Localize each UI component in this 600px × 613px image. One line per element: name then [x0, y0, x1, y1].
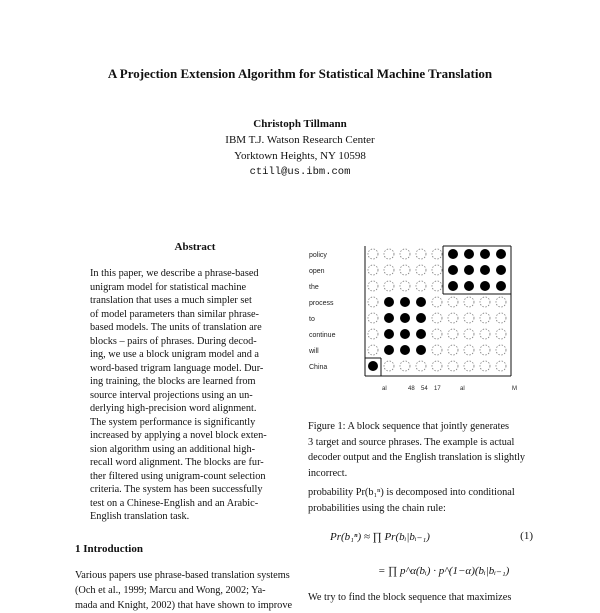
alignment-dot-empty	[496, 345, 506, 355]
alignment-dot-empty	[432, 265, 442, 275]
abstract-line: translation that uses a much simpler set	[90, 295, 252, 306]
equation-1-expr: Pr(b₁ⁿ) ≈ ∏ Pr(bᵢ|bᵢ₋₁)	[330, 531, 430, 543]
alignment-dot-empty	[384, 249, 394, 259]
alignment-dot-filled	[416, 297, 426, 307]
abstract-line: ing training, the blocks are learned from	[90, 376, 256, 387]
alignment-dot-empty	[432, 329, 442, 339]
alignment-dot-filled	[480, 265, 490, 275]
author-affiliation: IBM T.J. Watson Research Center	[225, 134, 375, 146]
equation-1	[308, 530, 533, 543]
row-label: the	[309, 284, 319, 291]
alignment-dot-empty	[416, 361, 426, 371]
abstract-line: In this paper, we describe a phrase-based	[90, 268, 259, 279]
alignment-dot-filled	[480, 249, 490, 259]
alignment-dot-filled	[448, 249, 458, 259]
alignment-dot-filled	[384, 297, 394, 307]
alignment-dot-filled	[384, 345, 394, 355]
author-email: ctill@us.ibm.com	[249, 166, 351, 178]
caption-line: decoder output and the English translation is slightly	[308, 452, 526, 463]
alignment-dot-filled	[416, 313, 426, 323]
intro-line: Various papers use phrase-based translation systems	[75, 570, 290, 581]
alignment-dot-empty	[384, 361, 394, 371]
equation-1-continued	[308, 564, 533, 577]
intro-body	[75, 568, 303, 613]
abstract-line: test on a Chinese-English and an Arabic-	[90, 497, 259, 509]
alignment-dot-empty	[368, 329, 378, 339]
alignment-dot-filled	[496, 249, 506, 259]
alignment-dot-empty	[432, 313, 442, 323]
alignment-dot-filled	[384, 313, 394, 323]
alignment-dot-empty	[448, 361, 458, 371]
alignment-dot-empty	[400, 361, 410, 371]
column-label: 17	[434, 386, 441, 392]
column-label: M	[512, 386, 517, 392]
author-name: Christoph Tillmann	[253, 118, 347, 130]
caption-line: incorrect.	[308, 467, 348, 479]
alignment-dot-empty	[416, 249, 426, 259]
abstract-line: increased by applying a novel block exten-	[90, 430, 267, 441]
author-block	[0, 116, 600, 180]
row-label: policy	[309, 252, 327, 259]
alignment-dot-filled	[496, 281, 506, 291]
abstract-line: source interval projections using an un-	[90, 389, 253, 401]
alignment-dot-empty	[432, 297, 442, 307]
alignment-dot-filled	[368, 361, 378, 371]
row-label: will	[309, 348, 319, 355]
alignment-dot-empty	[464, 313, 474, 323]
abstract-line: recall word alignment. The blocks are fur-	[90, 457, 264, 468]
abstract-line: criteria. The system has been successfully	[90, 484, 263, 495]
body-line: probability Pr(b₁ⁿ) is decomposed into conditional	[308, 487, 515, 498]
abstract-body	[90, 267, 300, 524]
alignment-dot-empty	[496, 297, 506, 307]
intro-line: mada and Knight, 2002) that have shown to improve	[75, 600, 293, 611]
row-label: China	[309, 364, 328, 371]
alignment-dot-empty	[416, 265, 426, 275]
abstract-line: based models. The units of translation are	[90, 322, 262, 333]
alignment-dot-empty	[432, 345, 442, 355]
abstract-line: derlying high-precision word alignment.	[90, 403, 257, 414]
alignment-dot-filled	[416, 345, 426, 355]
alignment-dot-empty	[432, 249, 442, 259]
alignment-dot-filled	[464, 281, 474, 291]
abstract-line: unigram model for statistical machine	[90, 281, 247, 293]
abstract-line: English translation task.	[90, 511, 190, 522]
caption-line: Figure 1: A block sequence that jointly generates	[308, 421, 510, 432]
alignment-dot-filled	[448, 281, 458, 291]
column-label: 48	[408, 386, 415, 392]
abstract-heading: Abstract	[174, 241, 216, 253]
equation-number: (1)	[520, 530, 533, 542]
abstract-line: word-based trigram language model. Dur-	[90, 362, 264, 374]
equation-1b-expr: = ∏ p^α(bᵢ) · p^(1−α)(bᵢ|bᵢ₋₁)	[378, 565, 510, 577]
body-line: probabilities using the chain rule:	[308, 502, 446, 514]
alignment-dot-filled	[400, 329, 410, 339]
alignment-dot-empty	[400, 249, 410, 259]
alignment-dot-filled	[400, 345, 410, 355]
alignment-dot-empty	[368, 249, 378, 259]
row-label: process	[309, 300, 334, 307]
alignment-dot-filled	[400, 297, 410, 307]
alignment-dot-filled	[480, 281, 490, 291]
alignment-dot-filled	[416, 329, 426, 339]
alignment-dot-empty	[480, 297, 490, 307]
body-line-bottom: We try to find the block sequence that maximizes	[308, 592, 512, 603]
alignment-dot-empty	[448, 329, 458, 339]
alignment-dot-empty	[432, 361, 442, 371]
alignment-dot-empty	[368, 265, 378, 275]
figure-1-alignment-grid	[305, 240, 535, 410]
alignment-dot-empty	[480, 345, 490, 355]
alignment-dot-empty	[368, 313, 378, 323]
alignment-dot-empty	[448, 345, 458, 355]
abstract-line: ing, we use a block unigram model and a	[90, 349, 259, 360]
alignment-dot-empty	[448, 297, 458, 307]
column-label: al	[460, 386, 465, 392]
alignment-dot-empty	[480, 361, 490, 371]
column-label: al	[382, 386, 387, 392]
figure-caption	[308, 419, 533, 481]
alignment-dot-filled	[464, 249, 474, 259]
alignment-dot-empty	[480, 313, 490, 323]
alignment-dot-empty	[496, 361, 506, 371]
alignment-dot-empty	[464, 345, 474, 355]
author-address: Yorktown Heights, NY 10598	[234, 150, 366, 162]
right-column-text	[308, 485, 533, 516]
alignment-dot-empty	[464, 361, 474, 371]
abstract-line: blocks – pairs of phrases. During decod-	[90, 335, 257, 347]
alignment-dot-empty	[464, 297, 474, 307]
alignment-dot-filled	[496, 265, 506, 275]
alignment-dot-empty	[368, 281, 378, 291]
alignment-dot-empty	[368, 345, 378, 355]
row-label: to	[309, 316, 315, 323]
row-label: continue	[309, 332, 336, 339]
caption-line: 3 target and source phrases. The example is actual	[308, 436, 515, 448]
alignment-dot-empty	[496, 329, 506, 339]
column-label: 54	[421, 386, 428, 392]
abstract-line: ther filtered using unigram-count selection	[90, 470, 266, 482]
alignment-dot-empty	[496, 313, 506, 323]
abstract-line: The system performance is significantly	[90, 416, 256, 428]
abstract-line: sion algorithm using an additional high-	[90, 443, 256, 455]
alignment-dot-empty	[400, 281, 410, 291]
alignment-dot-empty	[416, 281, 426, 291]
alignment-dot-empty	[480, 329, 490, 339]
intro-line: (Och et al., 1999; Marcu and Wong, 2002; Ya-	[75, 585, 266, 596]
alignment-dot-empty	[368, 297, 378, 307]
abstract-line: of model parameters than similar phrase-	[90, 308, 259, 320]
alignment-dot-filled	[400, 313, 410, 323]
paper-title: A Projection Extension Algorithm for Statistical Machine Translation	[107, 66, 493, 81]
alignment-dot-filled	[448, 265, 458, 275]
alignment-dot-empty	[464, 329, 474, 339]
alignment-dot-filled	[464, 265, 474, 275]
intro-heading: 1 Introduction	[75, 543, 143, 555]
alignment-dot-filled	[384, 329, 394, 339]
row-label: open	[309, 268, 325, 275]
alignment-dot-empty	[448, 313, 458, 323]
alignment-dot-empty	[384, 265, 394, 275]
alignment-dot-empty	[400, 265, 410, 275]
alignment-dot-empty	[384, 281, 394, 291]
alignment-dot-empty	[432, 281, 442, 291]
